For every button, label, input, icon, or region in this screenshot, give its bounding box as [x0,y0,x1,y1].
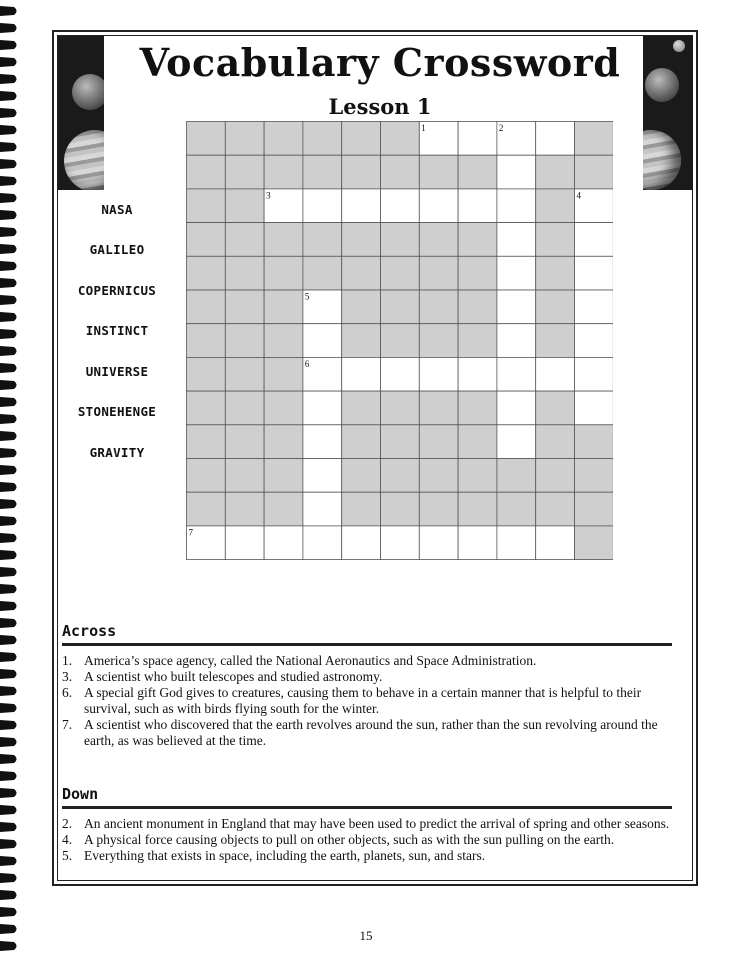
crossword-cell-filled [381,223,420,257]
crossword-cell-filled [187,155,226,189]
down-heading: Down [62,785,99,803]
crossword-cell-filled [342,122,381,156]
crossword-cell-empty[interactable] [303,492,342,526]
crossword-cell-empty[interactable] [458,122,497,156]
spiral-coil [0,227,17,237]
clue-number: 2. [62,816,73,831]
spiral-coil [0,91,17,101]
spiral-coil [0,312,17,322]
crossword-cell-filled [264,459,303,493]
clue-text: A scientist who built telescopes and studied astronomy. [84,669,383,684]
crossword-cell-filled [264,425,303,459]
spiral-coil [0,720,17,730]
crossword-cell-empty[interactable] [536,357,575,391]
clue-number-label: 4 [576,190,581,201]
crossword-cell-filled [536,189,575,223]
spiral-coil [0,873,17,883]
spiral-coil [0,74,17,84]
crossword-cell-filled [264,324,303,358]
page-subtitle: Lesson 1 [328,94,432,119]
spiral-coil [0,244,17,254]
crossword-cell-empty[interactable] [303,391,342,425]
list-item [62,653,686,669]
crossword-cell-filled [497,492,536,526]
crossword-cell-filled [381,324,420,358]
crossword-cell-empty[interactable] [497,290,536,324]
crossword-cell-filled [225,459,264,493]
spiral-coil [0,295,17,305]
crossword-cell-empty[interactable] [575,357,614,391]
spiral-coil [0,261,17,271]
spiral-coil [0,210,17,220]
crossword-cell-empty[interactable] [575,256,614,290]
crossword-cell-filled [225,290,264,324]
list-item [62,685,686,717]
clue-number: 6. [62,685,73,700]
clue-text: A special gift God gives to creatures, causing them to behave in a certain manner that is helpful to their survival, such as with birds flying south for the winter. [84,685,642,716]
crossword-cell-empty[interactable] [458,189,497,223]
crossword-cell-filled [225,391,264,425]
moon-icon [673,40,685,52]
across-clues [62,653,686,749]
list-item [62,816,686,832]
spiral-coil [0,737,17,747]
clue-number-label: 6 [304,358,310,369]
crossword-cell-filled [575,459,614,493]
spiral-coil [0,159,17,169]
crossword-cell-filled [264,492,303,526]
crossword-cell-filled [187,391,226,425]
crossword-cell-filled [536,324,575,358]
crossword-cell-filled [458,256,497,290]
crossword-cell-filled [458,290,497,324]
crossword-cell-empty[interactable] [419,357,458,391]
spiral-coil [0,431,17,441]
clue-number: 1. [62,653,73,668]
crossword-cell-filled [264,357,303,391]
crossword-cell-empty[interactable] [225,526,264,560]
crossword-cell-filled [342,492,381,526]
crossword-cell-filled [575,526,614,560]
crossword-cell-filled [575,155,614,189]
crossword-cell-filled [342,391,381,425]
crossword-cell-filled [536,492,575,526]
crossword-cell-filled [381,122,420,156]
spiral-coil [0,550,17,560]
across-divider [62,643,672,646]
crossword-cell-empty[interactable] [303,526,342,560]
crossword-cell-filled [497,459,536,493]
clue-text: A physical force causing objects to pull on other objects, such as with the sun pulling on the earth. [84,832,615,847]
word-bank-item: COPERNICUS [77,283,157,298]
spiral-coil [0,40,17,50]
crossword-cell-filled [225,223,264,257]
crossword-cell-filled [264,256,303,290]
spiral-coil [0,346,17,356]
spiral-coil [0,533,17,543]
crossword-cell-filled [303,155,342,189]
crossword-cell-empty[interactable] [264,526,303,560]
clue-text: America’s space agency, called the National Aeronautics and Space Administration. [84,653,537,668]
spiral-coil [0,652,17,662]
crossword-cell-filled [458,459,497,493]
crossword-cell-filled [187,223,226,257]
crossword-cell-filled [264,290,303,324]
spiral-coil [0,771,17,781]
spiral-coil [0,567,17,577]
word-bank-item: GALILEO [89,242,145,257]
crossword-cell-filled [264,122,303,156]
spiral-coil [0,618,17,628]
clue-number-label: 1 [421,123,426,133]
crossword-cell-filled [458,155,497,189]
spiral-coil [0,329,17,339]
spiral-coil [0,448,17,458]
crossword-cell-filled [381,256,420,290]
crossword-cell-filled [536,391,575,425]
clue-text: An ancient monument in England that may have been used to predict the arrival of spring and other seasons. [84,816,670,831]
spiral-coil [0,193,17,203]
crossword-cell-filled [419,256,458,290]
crossword-cell-empty[interactable] [458,357,497,391]
crossword-cell-filled [419,391,458,425]
crossword-cell-filled [303,256,342,290]
spiral-coil [0,23,17,33]
crossword-cell-filled [419,425,458,459]
spiral-coil [0,686,17,696]
crossword-cell-filled [458,492,497,526]
crossword-cell-filled [419,459,458,493]
spiral-coil [0,907,17,917]
spiral-coil [0,890,17,900]
crossword-cell-empty[interactable] [497,256,536,290]
crossword-cell-filled [187,256,226,290]
word-bank-item: GRAVITY [89,445,145,460]
crossword-cell-filled [187,122,226,156]
spiral-coil [0,601,17,611]
crossword-cell-empty[interactable] [497,223,536,257]
crossword-cell-empty[interactable] [342,357,381,391]
word-bank-item: NASA [101,202,133,217]
crossword-cell-filled [536,223,575,257]
spiral-coil [0,584,17,594]
crossword-cell-filled [536,256,575,290]
across-heading: Across [62,622,117,640]
jupiter-planet-icon [64,130,104,190]
spiral-coil [0,397,17,407]
spiral-coil [0,805,17,815]
crossword-cell-filled [419,290,458,324]
spiral-coil [0,839,17,849]
crossword-cell-filled [187,459,226,493]
crossword-grid[interactable] [186,121,613,561]
crossword-cell-filled [536,155,575,189]
crossword-cell-filled [381,492,420,526]
crossword-cell-filled [381,290,420,324]
spiral-coil [0,465,17,475]
clue-number-label: 7 [188,527,193,538]
crossword-cell-empty[interactable] [419,526,458,560]
spiral-coil [0,57,17,67]
crossword-cell-filled [419,324,458,358]
spiral-coil [0,125,17,135]
spiral-coil [0,482,17,492]
clue-number: 7. [62,717,73,732]
list-item [62,832,686,848]
list-item [62,848,686,864]
spiral-coil [0,414,17,424]
crossword-cell-empty[interactable] [342,526,381,560]
crossword-cell-empty[interactable] [497,189,536,223]
spiral-coil [0,6,17,16]
crossword-cell-filled [536,425,575,459]
crossword-cell-empty[interactable] [303,459,342,493]
spiral-coil [0,669,17,679]
list-item [62,669,686,685]
crossword-cell-empty[interactable] [381,189,420,223]
word-bank-item: INSTINCT [85,323,149,338]
crossword-cell-empty[interactable] [303,324,342,358]
crossword-cell-empty[interactable] [303,425,342,459]
crossword-cell-filled [458,324,497,358]
down-divider [62,806,672,809]
crossword-cell-filled [419,155,458,189]
crossword-cell-filled [264,155,303,189]
crossword-cell-filled [536,290,575,324]
crossword-cell-filled [225,155,264,189]
crossword-cell-empty[interactable] [497,324,536,358]
spiral-coil [0,142,17,152]
crossword-cell-empty[interactable] [536,122,575,156]
crossword-cell-empty[interactable] [381,526,420,560]
spiral-coil [0,703,17,713]
crossword-cell-empty[interactable] [497,425,536,459]
crossword-cell-empty[interactable] [419,189,458,223]
crossword-cell-filled [458,425,497,459]
crossword-cell-empty[interactable] [458,526,497,560]
crossword-cell-empty[interactable] [303,189,342,223]
crossword-cell-filled [225,425,264,459]
crossword-cell-filled [458,391,497,425]
crossword-cell-filled [342,290,381,324]
crossword-cell-filled [342,425,381,459]
spiral-coil [0,176,17,186]
spiral-coil [0,822,17,832]
crossword-cell-filled [225,189,264,223]
page-number: 15 [359,928,373,943]
crossword-cell-filled [303,223,342,257]
crossword-cell-filled [187,357,226,391]
crossword-cell-filled [381,155,420,189]
clue-text: A scientist who discovered that the earth revolves around the sun, rather than the sun revolving around the earth, as was believed at the time. [84,717,658,748]
crossword-cell-filled [187,290,226,324]
spiral-coil [0,363,17,373]
crossword-cell-filled [342,324,381,358]
spiral-coil [0,278,17,288]
spiral-coil [0,516,17,526]
crossword-cell-empty[interactable] [497,155,536,189]
crossword-cell-filled [187,189,226,223]
spiral-coil [0,380,17,390]
crossword-cell-filled [342,256,381,290]
spiral-coil [0,635,17,645]
word-bank-item: STONEHENGE [77,404,157,419]
clue-number: 4. [62,832,73,847]
crossword-cell-filled [342,155,381,189]
crossword-cell-filled [187,492,226,526]
crossword-cell-filled [225,357,264,391]
crossword-cell-filled [187,324,226,358]
crossword-cell-filled [536,459,575,493]
down-clues [62,816,686,864]
crossword-cell-filled [419,223,458,257]
crossword-cell-empty[interactable] [575,290,614,324]
list-item [62,717,686,749]
crossword-cell-empty[interactable] [342,189,381,223]
crossword-cell-filled [225,324,264,358]
crossword-cell-filled [575,492,614,526]
jupiter-planet-icon [643,130,681,190]
crossword-cell-filled [303,122,342,156]
crossword-cell-filled [225,122,264,156]
crossword-cell-filled [264,223,303,257]
word-bank-item: UNIVERSE [85,364,149,379]
crossword-cell-filled [187,425,226,459]
clue-number-label: 2 [498,123,504,133]
spiral-binding-icon [0,0,26,958]
crossword-cell-filled [381,425,420,459]
crossword-cell-empty[interactable] [497,357,536,391]
crossword-cell-filled [575,122,614,156]
space-panel-left [58,36,104,190]
clue-number: 3. [62,669,73,684]
clue-number: 5. [62,848,73,863]
crossword-cell-filled [342,223,381,257]
crossword-cell-filled [264,391,303,425]
crossword-cell-filled [381,391,420,425]
clue-number-label: 5 [304,291,310,302]
crossword-cell-filled [419,492,458,526]
crossword-cell-filled [342,459,381,493]
crossword-cell-empty[interactable] [575,223,614,257]
crossword-cell-filled [225,256,264,290]
crossword-cell-filled [225,492,264,526]
spiral-coil [0,108,17,118]
crossword-cell-empty[interactable] [575,324,614,358]
crossword-cell-empty[interactable] [497,526,536,560]
crossword-cell-empty[interactable] [497,391,536,425]
spiral-coil [0,754,17,764]
spiral-coil [0,856,17,866]
crossword-cell-filled [458,223,497,257]
clue-number-label: 3 [266,190,271,201]
spiral-coil [0,788,17,798]
spiral-coil [0,499,17,509]
crossword-cell-empty[interactable] [575,391,614,425]
clue-text: Everything that exists in space, including the earth, planets, sun, and stars. [84,848,486,863]
crossword-cell-empty[interactable] [381,357,420,391]
page-title: Vocabulary Crossword [139,40,621,85]
crossword-cell-filled [381,459,420,493]
crossword-cell-empty[interactable] [536,526,575,560]
crossword-cell-filled [575,425,614,459]
